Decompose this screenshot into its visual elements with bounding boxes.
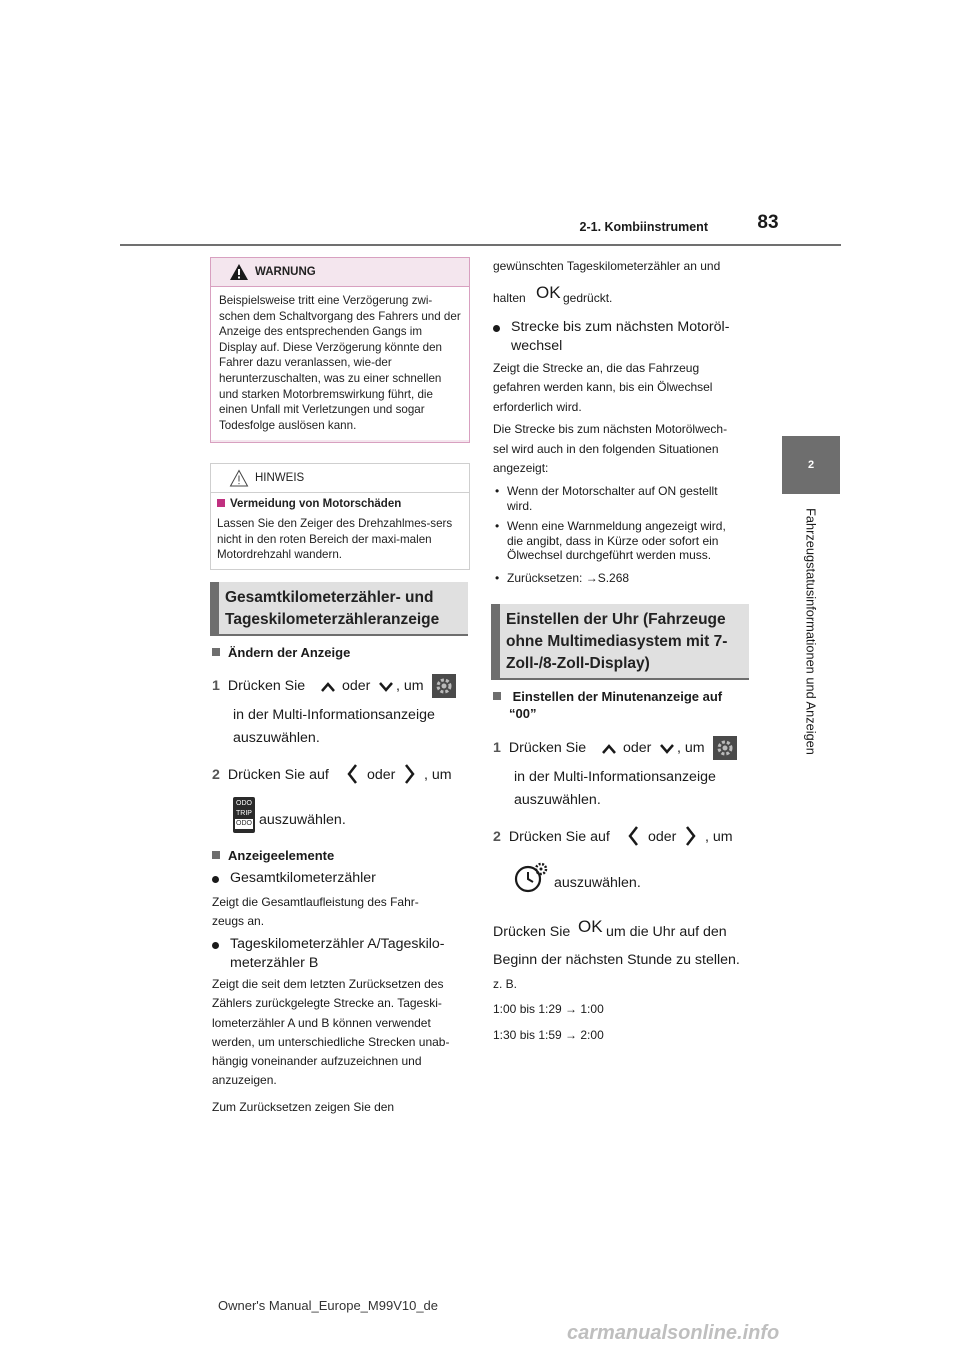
clock-step-1-line2: in der Multi-Informationsanzeige xyxy=(514,769,716,785)
chevron-up-icon xyxy=(320,680,336,698)
trip-desc-6: anzuzeigen. xyxy=(212,1073,277,1087)
trip-desc-1: Zeigt die seit dem letzten Zurücksetzen des xyxy=(212,977,444,991)
page-number: 83 xyxy=(757,212,779,233)
watermark: carmanualsonline.info xyxy=(567,1322,780,1344)
subheading-minute-display: Einstellen der Minutenanzeige auf xyxy=(493,688,751,706)
clock-step-2: 2 Drücken Sie auf xyxy=(493,829,610,845)
press-ok-text-1: Drücken Sie xyxy=(493,924,571,940)
list-item: • Wenn eine Warnmeldung angezeigt wird, die angibt, dass in Kürze oder sofort ein Ölwechsel durchgeführt werden muss. xyxy=(493,519,745,563)
list-item: • Wenn der Motorschalter auf ON gestellt wird. xyxy=(493,484,745,513)
step-1: 1 Drücken Sie xyxy=(212,678,306,694)
side-title: Fahrzeugstatusinformationen und Anzeigen xyxy=(803,508,819,755)
note-box xyxy=(210,463,470,570)
trip-desc-4: werden, um unterschiedliche Strecken unab- xyxy=(212,1035,450,1049)
subheading-change-display: Ändern der Anzeige xyxy=(212,645,350,660)
step-1-um: , um xyxy=(396,678,424,694)
bullet-odometer: Gesamtkilometerzähler xyxy=(212,869,468,888)
section-title-odometer: Gesamtkilometerzähler- und Tageskilometerzähleranzeige xyxy=(210,582,468,636)
clock-step-1-um: , um xyxy=(677,740,705,756)
caution-triangle-icon xyxy=(229,469,249,492)
settings-gear-icon xyxy=(713,736,737,765)
example-label: z. B. xyxy=(493,977,518,991)
settings-gear-icon xyxy=(432,674,456,703)
clock-step-2-um: , um xyxy=(705,829,733,845)
odometer-desc-1: Zeigt die Gesamtlaufleistung des Fahr- xyxy=(212,895,419,909)
step-1-line2: in der Multi-Informationsanzeige xyxy=(233,707,435,723)
press-ok-text-2: um die Uhr auf den xyxy=(606,924,727,940)
clock-step-1-or: oder xyxy=(623,740,652,756)
chevron-down-icon xyxy=(378,680,394,698)
bullet-trip-meter: Tageskilometerzähler A/Tageskilo- meterzähler B xyxy=(212,935,468,973)
example-2: 1:30 bis 1:59 → 2:00 xyxy=(493,1028,604,1042)
example-1: 1:00 bis 1:29 → 1:00 xyxy=(493,1002,604,1016)
oil-desc-3: erforderlich wird. xyxy=(493,400,582,414)
subheading-minute-display-2: “00” xyxy=(509,706,537,721)
section-title-clock: Einstellen der Uhr (Fahrzeuge ohne Multimediasystem mit 7-Zoll-/8-Zoll-Display) xyxy=(491,604,749,680)
warning-header xyxy=(211,258,469,287)
bullet-oil-change: Strecke bis zum nächsten Motoröl- wechsel xyxy=(493,318,749,356)
note-subtitle: Vermeidung von Motorschäden xyxy=(217,498,401,510)
reset-text: Zum Zurücksetzen zeigen Sie den xyxy=(212,1100,395,1114)
chapter-title: 2-1. Kombiinstrument xyxy=(579,220,708,234)
oil-desc-4: Die Strecke bis zum nächsten Motorölwech- xyxy=(493,422,728,436)
clock-step-2-line2: auszuwählen. xyxy=(554,875,641,891)
step-2: 2 Drücken Sie auf xyxy=(212,767,329,783)
chapter-tab: 2 xyxy=(782,436,840,494)
clock-step-1-line3: auszuwählen. xyxy=(514,792,601,808)
odometer-desc-2: zeugs an. xyxy=(212,914,265,928)
step-2-um: , um xyxy=(424,767,452,783)
clock-step-1: 1 Drücken Sie xyxy=(493,740,587,756)
note-text: Lassen Sie den Zeiger des Drehzahlmes-sers nicht in den roten Bereich der maxi-malen Motordrehzahl wandern. xyxy=(217,517,453,562)
oil-desc-5: sel wird auch in den folgenden Situationen xyxy=(493,442,719,456)
warning-box xyxy=(210,257,470,443)
chevron-up-icon xyxy=(601,742,617,760)
list-item-reset-link[interactable]: • Zurücksetzen: →S.268 xyxy=(493,571,745,586)
step-2-line2: auszuwählen. xyxy=(259,812,346,828)
clock-settings-icon xyxy=(513,860,551,899)
reset-text-cont-3: gedrückt. xyxy=(563,291,613,305)
warning-title: WARNUNG xyxy=(255,266,316,278)
magenta-square-icon xyxy=(217,499,225,507)
trip-desc-3: lometerzähler A und B können verwendet xyxy=(212,1016,431,1030)
footer-text: Owner's Manual_Europe_M99V10_de xyxy=(218,1298,439,1313)
ok-icon: OK xyxy=(536,283,561,302)
step-1-line3: auszuwählen. xyxy=(233,730,320,746)
chevron-left-icon xyxy=(346,763,358,790)
note-header xyxy=(211,464,469,493)
note-title: HINWEIS xyxy=(255,472,305,484)
oil-desc-2: gefahren werden kann, bis ein Ölwechsel xyxy=(493,380,713,394)
chevron-down-icon xyxy=(659,742,675,760)
step-1-or: oder xyxy=(342,678,371,694)
chevron-right-icon xyxy=(685,825,697,852)
warning-triangle-icon xyxy=(229,263,249,286)
trip-desc-2: Zählers zurückgelegte Strecke an. Tageski- xyxy=(212,996,442,1010)
reset-text-cont-2: halten xyxy=(493,291,526,305)
oil-desc-1: Zeigt die Strecke an, die das Fahrzeug xyxy=(493,361,700,375)
oil-desc-6: angezeigt: xyxy=(493,461,549,475)
ok-icon: OK xyxy=(578,917,603,936)
subheading-display-items: Anzeigeelemente xyxy=(212,848,334,863)
header-rule xyxy=(120,244,841,246)
trip-desc-5: hängig voneinander aufzuzeichnen und xyxy=(212,1054,422,1068)
step-2-or: oder xyxy=(367,767,396,783)
clock-step-2-or: oder xyxy=(648,829,677,845)
warning-text: Beispielsweise tritt eine Verzögerung zwi-schen dem Schaltvorgang des Fahrers und der Anzeige des entsprechenden Gangs im Display auf. Diese Verzögerung könnte den Fahrer dazu veranlassen, wie-der herunterzuschalten, was zu einer schnellen und starken Motorbremswirkung führt, die einen Unfall mit Verletzungen und sogar Todesfolge auslösen kann. xyxy=(211,287,469,440)
odo-trip-icon: ODO TRIP ODO xyxy=(233,797,255,833)
chevron-right-icon xyxy=(404,763,416,790)
press-ok-text-3: Beginn der nächsten Stunde zu stellen. xyxy=(493,952,740,968)
reset-text-cont-1: gewünschten Tageskilometerzähler an und xyxy=(493,259,721,273)
chevron-left-icon xyxy=(627,825,639,852)
